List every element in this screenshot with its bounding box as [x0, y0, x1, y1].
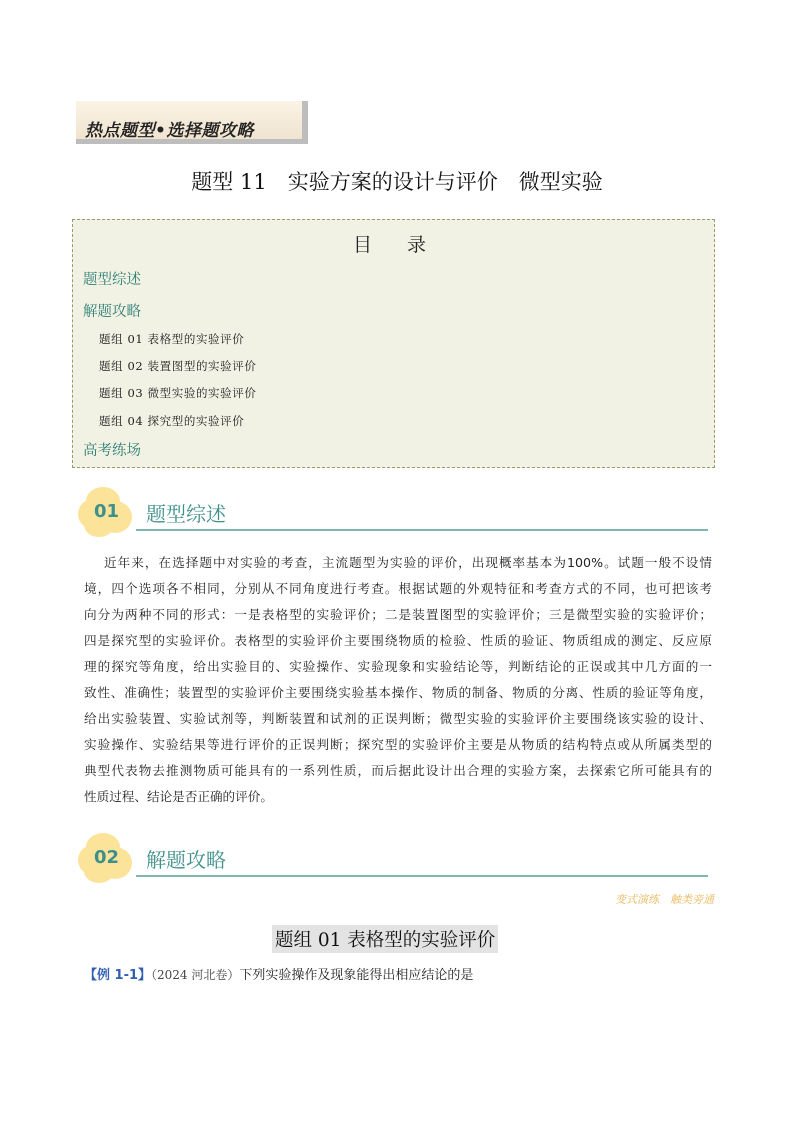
toc-link-group-01[interactable]: 题组 01 表格型的实验评价	[99, 332, 245, 346]
group-title: 题组 01 表格型的实验评价	[272, 925, 498, 953]
page-title: 题型 11 实验方案的设计与评价 微型实验	[191, 170, 603, 194]
toc-link-exam-practice[interactable]: 高考练场	[83, 443, 141, 459]
overview-paragraph	[84, 550, 712, 810]
section-title: 题型综述	[146, 502, 226, 526]
section-number: 02	[94, 847, 120, 868]
example-source: （2024 河北卷）	[151, 968, 240, 982]
header-banner	[76, 101, 306, 143]
toc-heading: 目 录	[352, 234, 434, 256]
paragraph-line: 实验操作、实验结果等进行评价的正误判断；探究型的实验评价主要是从物质的结构特点或从所属类型的	[84, 737, 712, 752]
toc-link-overview[interactable]: 题型综述	[83, 272, 141, 288]
toc-link-group-03[interactable]: 题组 03 微型实验的实验评价	[99, 386, 257, 400]
example-tag: 【例 1-1】	[84, 968, 152, 983]
table-of-contents	[72, 219, 715, 468]
section-rule	[136, 529, 708, 531]
section-rule	[136, 875, 708, 877]
section-title: 解题攻略	[146, 848, 226, 872]
banner-text: 热点题型•选择题攻略	[85, 121, 254, 141]
paragraph-line: 近年来，在选择题中对实验的考查，主流题型为实验的评价，出现概率基本为100%。试题一般不设情	[104, 555, 712, 570]
toc-link-group-04[interactable]: 题组 04 探究型的实验评价	[99, 414, 245, 428]
paragraph-line: 典型代表物去推测物质可能具有的一系列性质，而后据此设计出合理的实验方案，去探索它所可能具有的	[84, 763, 712, 778]
section-header-overview	[78, 487, 718, 537]
paragraph-line: 理的探究等角度，给出实验目的、实验操作、实验现象和实验结论等，判断结论的正误或其中几方面的一	[84, 659, 712, 674]
example-text: 下列实验操作及现象能得出相应结论的是	[239, 968, 474, 983]
paragraph-line: 性质过程、结论是否正确的评价。	[84, 789, 273, 804]
paragraph-line: 向分为两种不同的形式：一是表格型的实验评价；二是装置图型的实验评价；三是微型实验的实验评价；	[84, 607, 712, 622]
section-header-strategy	[78, 833, 718, 883]
tagline: 变式演练 触类旁通	[615, 893, 714, 906]
paragraph-line: 给出实验装置、实验试剂等，判断装置和试剂的正误判断；微型实验的实验评价主要围绕该实验的设计、	[84, 711, 712, 726]
paragraph-line: 境，四个选项各不相同，分别从不同角度进行考查。根据试题的外观特征和考查方式的不同，也可把该考	[84, 581, 712, 596]
paragraph-line: 四是探究型的实验评价。表格型的实验评价主要围绕物质的检验、性质的验证、物质组成的测定、反应原	[84, 633, 712, 648]
example-question	[84, 964, 473, 983]
paragraph-line: 致性、准确性；装置型的实验评价主要围绕实验基本操作、物质的制备、物质的分离、性质的验证等角度，	[84, 685, 712, 700]
toc-link-strategy[interactable]: 解题攻略	[83, 304, 141, 320]
section-number: 01	[94, 501, 120, 522]
toc-link-group-02[interactable]: 题组 02 装置图型的实验评价	[99, 359, 257, 373]
